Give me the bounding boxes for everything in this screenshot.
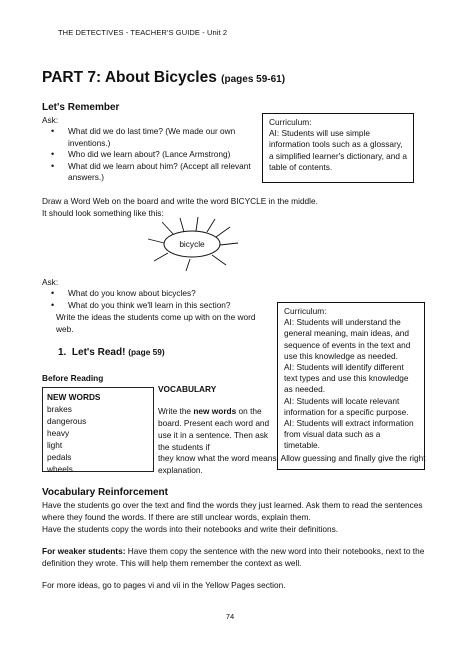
- more-ideas-note: For more ideas, go to pages vi and vii in the Yellow Pages section.: [42, 580, 286, 590]
- vocab-text-bold: new words: [193, 406, 237, 416]
- curriculum-box-2: [277, 302, 425, 470]
- curriculum-line: AI: Students will understand the general meaning, main ideas, and sequence of events in the text and use this knowledge as needed.: [284, 317, 411, 361]
- lets-read-label: Let's Read!: [71, 347, 126, 358]
- vocab-text-pre: Write the: [158, 406, 194, 416]
- curriculum-line: AI: Students will extract information from visual data such as a timetable.: [284, 418, 414, 451]
- page-number: 74: [225, 612, 235, 621]
- remember-questions: [42, 126, 252, 184]
- before-reading-heading: Before Reading: [42, 373, 104, 383]
- vocab-text-post: on the board. Present each word and use it in a sentence. Then ask the students if: [158, 406, 270, 452]
- list-item: • What did we do last time? (We made our own inventions.): [42, 126, 252, 149]
- word-web-note: Write the ideas the students come up with on the word web.: [56, 312, 256, 334]
- list-item: light: [47, 440, 63, 450]
- word-web-instruction: Draw a Word Web on the board and write the word BICYCLE in the middle.: [42, 196, 318, 206]
- reinforcement-paragraph-2: Have the students copy the words into their notebooks and write their definitions.: [42, 524, 339, 534]
- curriculum-text: AI: Students will use simple information tools such as a glossary, a simplified learner's dictionary, and a table of contents.: [269, 128, 407, 172]
- word-web-center-label: bicycle: [179, 239, 205, 249]
- weaker-label: For weaker students:: [42, 546, 126, 556]
- curriculum-title: Curriculum:: [284, 306, 327, 316]
- ask-label: Ask:: [42, 115, 59, 125]
- list-item: • What do you know about bicycles?: [42, 288, 272, 300]
- lets-read-pages: (page 59): [128, 347, 165, 357]
- list-item: • What do you think we'll learn in this section?: [42, 300, 272, 312]
- title-main: PART 7: About Bicycles: [42, 69, 222, 86]
- curriculum-line: AI: Students will identify different text types and use this knowledge as needed.: [284, 362, 409, 395]
- curriculum-title: Curriculum:: [269, 117, 312, 127]
- weaker-text: Have them copy the sentence with the new word into their notebooks, next to the definition they wrote. This will help them remember the context as well.: [42, 546, 425, 568]
- list-item: heavy: [47, 428, 70, 438]
- list-item: • Who did we learn about? (Lance Armstrong): [42, 149, 252, 161]
- lets-remember-heading: Let's Remember: [42, 102, 120, 113]
- new-words-title: NEW WORDS: [47, 392, 101, 402]
- curriculum-line: AI: Students will locate relevant information for a specific purpose.: [284, 395, 409, 417]
- list-item: • What did we learn about him? (Accept all relevant answers.): [42, 161, 252, 184]
- list-item: dangerous: [47, 416, 87, 426]
- word-web-diagram: [140, 215, 250, 273]
- ask-label-2: Ask:: [42, 277, 59, 287]
- lets-read-number: 1.: [58, 347, 67, 358]
- vocabulary-heading: VOCABULARY: [158, 384, 217, 394]
- list-item: brakes: [47, 404, 72, 414]
- running-header: THE DETECTIVES - TEACHER'S GUIDE - Unit 2: [58, 28, 228, 37]
- list-item: wheels: [47, 464, 73, 474]
- reinforcement-paragraph: Have the students go over the text and find the words they just learned. Ask them to read the sentences where they found the words. If there are still unclear words, explain them.: [42, 500, 423, 522]
- prediction-questions: [42, 288, 272, 311]
- page-title: [42, 69, 285, 87]
- vocabulary-text: [158, 405, 272, 453]
- list-item: pedals: [47, 452, 72, 462]
- reinforcement-heading: Vocabulary Reinforcement: [42, 487, 168, 498]
- curriculum-box: [262, 113, 414, 183]
- vocabulary-text-2: they know what the word means. Allow guessing and finally give the right explanation.: [158, 453, 426, 475]
- word-web-instruction-2: It should look something like this:: [42, 208, 164, 218]
- lets-read-heading: [58, 347, 165, 358]
- new-words-box: [42, 387, 154, 472]
- title-pages: (pages 59-61): [221, 74, 286, 85]
- weaker-students-note: [42, 545, 430, 569]
